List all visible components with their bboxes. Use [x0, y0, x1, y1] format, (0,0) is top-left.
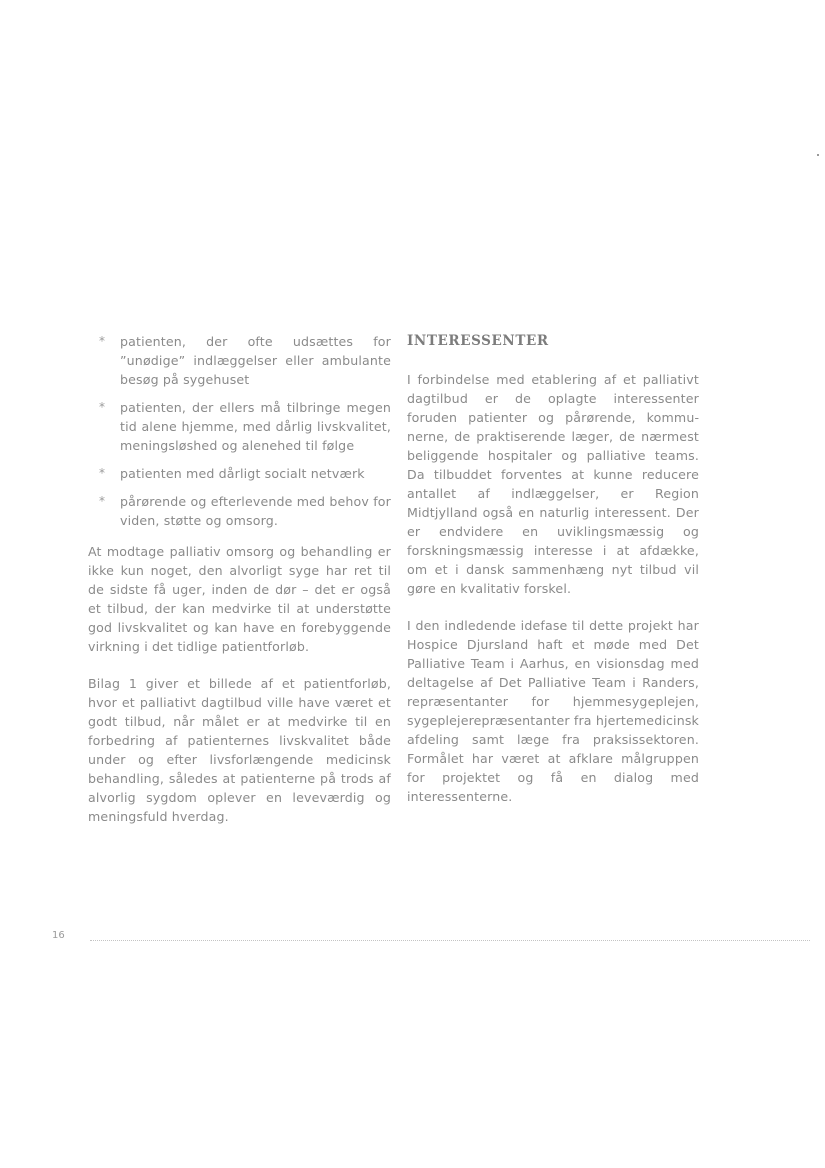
list-item-text: pårørende og efterlevende med behov for viden, støtte og omsorg. [120, 494, 391, 528]
list-item [88, 332, 391, 389]
body-paragraph: Bilag 1 giver et billede af et patientforløb, hvor et palliativt dagtilbud ville have været et godt tilbud, når målet er at medvirke til en forbedring af patienternes livskvalitet både under og efter livsforlængende medicinsk behandling, således at patienterne på trods af alvorlig sygdom oplever en leveværdig og meningsfuld hverdag. [88, 676, 391, 824]
list-item [88, 464, 391, 483]
target-group-list [88, 332, 391, 530]
left-column [88, 332, 391, 844]
list-item-text: patienten med dårligt socialt netværk [120, 466, 365, 481]
list-item-text: patienten, der ofte udsættes for ”unødige” indlæggelser eller ambulante besøg på sygehuset [120, 334, 391, 387]
section-heading: INTERESSENTER [407, 333, 549, 349]
bullet-icon: * [99, 494, 106, 508]
scan-speck [817, 154, 819, 156]
list-item [88, 398, 391, 455]
list-item-text: patienten, der ellers må tilbringe megen tid alene hjemme, med dårlig livskvalitet, meningsløshed og alenehed til følge [120, 400, 391, 453]
body-paragraph: I den indledende idefase til dette projekt har Hospice Djursland haft et møde med Det Palliative Team i Aarhus, en visionsdag med deltagelse af Det Palliative Team i Randers, repræsentanter for hjemmesygeplejen, sygeplejerepræsentanter fra hjertemedicinsk afdeling samt læge fra praksissektoren. Formålet har været at afklare målgruppen for projektet og få en dialog med interessenterne. [407, 618, 699, 804]
list-item [88, 492, 391, 530]
body-paragraph: I forbindelse med etablering af et palliativt dagtilbud er de oplagte interessenter foruden patienter og pårørende, kommunerne, de praktiserende læger, de nærmest beliggende hospitaler og palliative teams. Da tilbuddet forventes at kunne reducere antallet af indlæggelser, er Region Midtjylland også en naturlig interessent. Der er endvidere en uviklingsmæssig og forskningsmæssig interesse i at afdække, om et i dansk sammenhæng nyt tilbud vil gøre en kvalitativ forskel. [407, 372, 699, 596]
footer-divider [90, 940, 810, 941]
body-paragraph: At modtage palliativ omsorg og behandling er ikke kun noget, den alvorligt syge har ret til de sidste få uger, inden de dør – det er også et tilbud, der kan medvirke til at understøtte god livskvalitet og kan have en forebyggende virkning i det tidlige patientforløb. [88, 544, 391, 654]
page-footer [52, 930, 810, 946]
right-column [407, 332, 699, 824]
bullet-icon: * [99, 400, 106, 414]
page-number: 16 [52, 930, 65, 941]
bullet-icon: * [99, 466, 106, 480]
bullet-icon: * [99, 334, 106, 348]
